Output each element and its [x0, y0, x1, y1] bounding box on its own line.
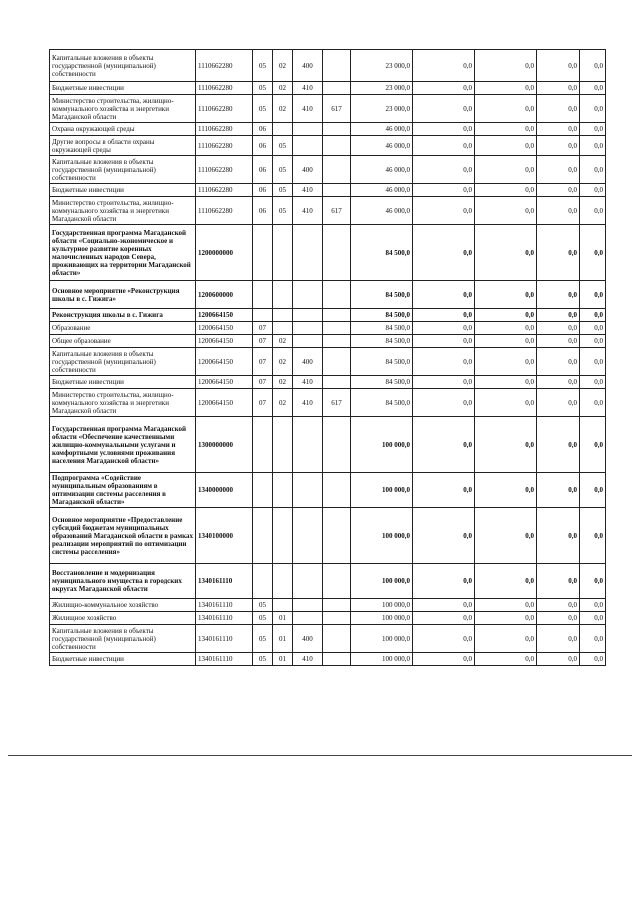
table-row — [50, 82, 606, 95]
row-value-3: 0,0 — [537, 612, 580, 625]
row-expense-type — [293, 309, 323, 322]
row-value-3: 0,0 — [537, 322, 580, 335]
row-name: Общее образование — [50, 335, 196, 348]
row-section: 05 — [253, 612, 273, 625]
row-ministry — [323, 82, 351, 95]
row-expense-type — [293, 322, 323, 335]
row-expense-type: 410 — [293, 376, 323, 389]
row-subsection: 05 — [273, 184, 293, 197]
row-name: Государственная программа Магаданской области «Социально-экономическое и культурное развитие коренных малочисленных народов Севера, проживающих на территории Магаданской области» — [50, 225, 196, 281]
row-code: 1340161110 — [196, 625, 253, 653]
row-value-1: 0,0 — [413, 225, 475, 281]
row-code: 1110662280 — [196, 95, 253, 123]
row-subsection — [273, 508, 293, 564]
row-subsection: 02 — [273, 82, 293, 95]
row-amount: 84 500,0 — [351, 389, 413, 417]
row-ministry — [323, 281, 351, 309]
row-ministry — [323, 473, 351, 508]
row-expense-type — [293, 225, 323, 281]
row-subsection — [273, 417, 293, 473]
row-value-4: 0,0 — [580, 156, 606, 184]
row-value-2: 0,0 — [475, 184, 537, 197]
row-value-2: 0,0 — [475, 322, 537, 335]
row-name: Государственная программа Магаданской области «Обеспечение качественными жилищно-коммунальными услугами и комфортными условиями проживания населения Магаданской области» — [50, 417, 196, 473]
row-ministry — [323, 653, 351, 666]
row-value-3: 0,0 — [537, 599, 580, 612]
row-section: 06 — [253, 197, 273, 225]
row-name: Бюджетные инвестиции — [50, 184, 196, 197]
row-value-1: 0,0 — [413, 653, 475, 666]
row-value-4: 0,0 — [580, 322, 606, 335]
row-subsection: 02 — [273, 389, 293, 417]
table-row — [50, 625, 606, 653]
row-expense-type: 410 — [293, 95, 323, 123]
row-ministry: 617 — [323, 389, 351, 417]
row-expense-type: 410 — [293, 197, 323, 225]
row-ministry — [323, 348, 351, 376]
row-ministry — [323, 50, 351, 82]
row-expense-type — [293, 335, 323, 348]
row-code: 1340161110 — [196, 653, 253, 666]
row-expense-type: 410 — [293, 82, 323, 95]
row-section: 06 — [253, 123, 273, 136]
row-amount: 100 000,0 — [351, 625, 413, 653]
row-value-2: 0,0 — [475, 95, 537, 123]
row-subsection — [273, 564, 293, 599]
table-row — [50, 95, 606, 123]
row-value-2: 0,0 — [475, 653, 537, 666]
row-code: 1110662280 — [196, 50, 253, 82]
row-amount: 100 000,0 — [351, 417, 413, 473]
row-value-3: 0,0 — [537, 335, 580, 348]
table-row — [50, 225, 606, 281]
table-row — [50, 335, 606, 348]
row-expense-type — [293, 599, 323, 612]
row-subsection — [273, 309, 293, 322]
row-amount: 46 000,0 — [351, 184, 413, 197]
row-subsection: 02 — [273, 95, 293, 123]
row-value-1: 0,0 — [413, 281, 475, 309]
row-section — [253, 564, 273, 599]
row-ministry — [323, 309, 351, 322]
row-amount: 84 500,0 — [351, 281, 413, 309]
row-expense-type: 400 — [293, 50, 323, 82]
row-code: 1200664150 — [196, 335, 253, 348]
row-subsection: 05 — [273, 156, 293, 184]
row-code: 1340100000 — [196, 508, 253, 564]
row-value-2: 0,0 — [475, 612, 537, 625]
row-value-4: 0,0 — [580, 473, 606, 508]
row-value-4: 0,0 — [580, 625, 606, 653]
row-value-2: 0,0 — [475, 123, 537, 136]
budget-table — [49, 49, 606, 666]
row-value-1: 0,0 — [413, 599, 475, 612]
row-expense-type — [293, 564, 323, 599]
row-expense-type — [293, 612, 323, 625]
row-value-2: 0,0 — [475, 82, 537, 95]
row-value-3: 0,0 — [537, 309, 580, 322]
row-value-2: 0,0 — [475, 508, 537, 564]
row-value-1: 0,0 — [413, 95, 475, 123]
row-subsection: 02 — [273, 348, 293, 376]
row-ministry — [323, 136, 351, 156]
row-expense-type — [293, 123, 323, 136]
row-name: Министерство строительства, жилищно-коммунального хозяйства и энергетики Магаданской области — [50, 197, 196, 225]
row-amount: 46 000,0 — [351, 197, 413, 225]
row-code: 1200664150 — [196, 348, 253, 376]
row-ministry — [323, 599, 351, 612]
row-amount: 84 500,0 — [351, 376, 413, 389]
row-amount: 23 000,0 — [351, 82, 413, 95]
row-code: 1110662280 — [196, 156, 253, 184]
row-section: 07 — [253, 322, 273, 335]
table-row — [50, 156, 606, 184]
row-value-2: 0,0 — [475, 473, 537, 508]
row-expense-type — [293, 136, 323, 156]
row-ministry — [323, 123, 351, 136]
row-value-4: 0,0 — [580, 50, 606, 82]
row-code: 1200000000 — [196, 225, 253, 281]
row-code: 1340161110 — [196, 564, 253, 599]
row-value-1: 0,0 — [413, 156, 475, 184]
row-expense-type — [293, 473, 323, 508]
row-section: 07 — [253, 376, 273, 389]
row-subsection: 05 — [273, 197, 293, 225]
row-value-2: 0,0 — [475, 156, 537, 184]
row-value-2: 0,0 — [475, 599, 537, 612]
row-expense-type — [293, 508, 323, 564]
row-subsection: 05 — [273, 136, 293, 156]
row-value-1: 0,0 — [413, 335, 475, 348]
row-name: Бюджетные инвестиции — [50, 376, 196, 389]
row-name: Бюджетные инвестиции — [50, 653, 196, 666]
row-value-2: 0,0 — [475, 50, 537, 82]
row-section — [253, 473, 273, 508]
table-row — [50, 281, 606, 309]
row-name: Министерство строительства, жилищно-коммунального хозяйства и энергетики Магаданской области — [50, 389, 196, 417]
table-row — [50, 136, 606, 156]
table-row — [50, 197, 606, 225]
row-value-4: 0,0 — [580, 123, 606, 136]
row-expense-type: 400 — [293, 625, 323, 653]
table-row — [50, 564, 606, 599]
row-ministry — [323, 417, 351, 473]
row-section: 06 — [253, 184, 273, 197]
row-value-4: 0,0 — [580, 417, 606, 473]
row-value-4: 0,0 — [580, 653, 606, 666]
row-code: 1110662280 — [196, 123, 253, 136]
row-section: 05 — [253, 50, 273, 82]
row-amount: 84 500,0 — [351, 322, 413, 335]
row-value-3: 0,0 — [537, 473, 580, 508]
row-section: 05 — [253, 82, 273, 95]
table-row — [50, 508, 606, 564]
row-name: Капитальные вложения в объекты государственной (муниципальной) собственности — [50, 625, 196, 653]
table-row — [50, 599, 606, 612]
row-amount: 46 000,0 — [351, 136, 413, 156]
row-value-2: 0,0 — [475, 564, 537, 599]
row-value-3: 0,0 — [537, 95, 580, 123]
row-ministry — [323, 564, 351, 599]
table-row — [50, 322, 606, 335]
row-subsection — [273, 281, 293, 309]
row-name: Капитальные вложения в объекты государственной (муниципальной) собственности — [50, 50, 196, 82]
row-ministry — [323, 156, 351, 184]
row-value-4: 0,0 — [580, 82, 606, 95]
row-value-4: 0,0 — [580, 612, 606, 625]
row-value-4: 0,0 — [580, 335, 606, 348]
row-section: 05 — [253, 599, 273, 612]
row-value-2: 0,0 — [475, 417, 537, 473]
row-value-4: 0,0 — [580, 136, 606, 156]
row-value-3: 0,0 — [537, 197, 580, 225]
row-code: 1110662280 — [196, 82, 253, 95]
row-value-2: 0,0 — [475, 309, 537, 322]
row-name: Подпрограмма «Содействие муниципальным образованиям в оптимизации системы расселения в Магаданской области» — [50, 473, 196, 508]
table-row — [50, 50, 606, 82]
row-ministry: 617 — [323, 197, 351, 225]
table-row — [50, 123, 606, 136]
row-section: 07 — [253, 389, 273, 417]
row-value-4: 0,0 — [580, 184, 606, 197]
row-value-4: 0,0 — [580, 309, 606, 322]
row-name: Капитальные вложения в объекты государственной (муниципальной) собственности — [50, 348, 196, 376]
row-section: 07 — [253, 348, 273, 376]
row-ministry — [323, 508, 351, 564]
page-divider — [8, 755, 632, 756]
row-value-1: 0,0 — [413, 82, 475, 95]
row-subsection: 01 — [273, 653, 293, 666]
row-subsection — [273, 225, 293, 281]
row-subsection: 02 — [273, 376, 293, 389]
table-row — [50, 348, 606, 376]
row-name: Бюджетные инвестиции — [50, 82, 196, 95]
row-value-2: 0,0 — [475, 389, 537, 417]
row-value-1: 0,0 — [413, 417, 475, 473]
row-amount: 84 500,0 — [351, 225, 413, 281]
row-value-3: 0,0 — [537, 653, 580, 666]
row-amount: 84 500,0 — [351, 348, 413, 376]
row-value-2: 0,0 — [475, 335, 537, 348]
row-value-4: 0,0 — [580, 95, 606, 123]
table-body — [50, 50, 606, 666]
row-subsection: 01 — [273, 612, 293, 625]
row-expense-type: 410 — [293, 389, 323, 417]
row-name: Охрана окружающей среды — [50, 123, 196, 136]
row-value-3: 0,0 — [537, 184, 580, 197]
table-row — [50, 389, 606, 417]
row-section: 05 — [253, 625, 273, 653]
row-code: 1200664150 — [196, 309, 253, 322]
row-value-3: 0,0 — [537, 376, 580, 389]
row-ministry — [323, 225, 351, 281]
row-value-1: 0,0 — [413, 508, 475, 564]
row-value-1: 0,0 — [413, 473, 475, 508]
row-value-1: 0,0 — [413, 136, 475, 156]
row-value-3: 0,0 — [537, 508, 580, 564]
row-value-1: 0,0 — [413, 389, 475, 417]
row-section — [253, 309, 273, 322]
row-amount: 100 000,0 — [351, 508, 413, 564]
row-section — [253, 225, 273, 281]
row-section: 05 — [253, 653, 273, 666]
row-amount: 46 000,0 — [351, 156, 413, 184]
row-section: 06 — [253, 136, 273, 156]
row-code: 1200664150 — [196, 376, 253, 389]
row-subsection: 02 — [273, 50, 293, 82]
row-ministry — [323, 376, 351, 389]
row-amount: 84 500,0 — [351, 335, 413, 348]
table-row — [50, 612, 606, 625]
row-ministry — [323, 335, 351, 348]
row-section: 05 — [253, 95, 273, 123]
row-amount: 100 000,0 — [351, 653, 413, 666]
table-row — [50, 417, 606, 473]
row-value-3: 0,0 — [537, 389, 580, 417]
table-row — [50, 653, 606, 666]
row-amount: 23 000,0 — [351, 95, 413, 123]
row-section: 06 — [253, 156, 273, 184]
row-expense-type: 410 — [293, 653, 323, 666]
row-section — [253, 417, 273, 473]
table-row — [50, 184, 606, 197]
row-value-2: 0,0 — [475, 225, 537, 281]
row-name: Другие вопросы в области охраны окружающей среды — [50, 136, 196, 156]
row-value-4: 0,0 — [580, 225, 606, 281]
row-name: Образование — [50, 322, 196, 335]
row-amount: 100 000,0 — [351, 473, 413, 508]
row-value-4: 0,0 — [580, 508, 606, 564]
table-row — [50, 309, 606, 322]
row-section: 07 — [253, 335, 273, 348]
row-section — [253, 508, 273, 564]
row-value-1: 0,0 — [413, 50, 475, 82]
row-value-1: 0,0 — [413, 612, 475, 625]
row-subsection: 01 — [273, 625, 293, 653]
row-value-3: 0,0 — [537, 225, 580, 281]
row-ministry — [323, 625, 351, 653]
row-value-1: 0,0 — [413, 376, 475, 389]
table-row — [50, 376, 606, 389]
row-ministry — [323, 184, 351, 197]
row-ministry: 617 — [323, 95, 351, 123]
row-value-3: 0,0 — [537, 82, 580, 95]
row-value-3: 0,0 — [537, 564, 580, 599]
row-value-4: 0,0 — [580, 599, 606, 612]
row-value-3: 0,0 — [537, 123, 580, 136]
row-value-2: 0,0 — [475, 197, 537, 225]
row-subsection — [273, 322, 293, 335]
row-section — [253, 281, 273, 309]
table-row — [50, 473, 606, 508]
row-amount: 100 000,0 — [351, 599, 413, 612]
row-value-3: 0,0 — [537, 348, 580, 376]
row-subsection: 02 — [273, 335, 293, 348]
row-value-1: 0,0 — [413, 564, 475, 599]
row-value-2: 0,0 — [475, 376, 537, 389]
row-value-2: 0,0 — [475, 348, 537, 376]
row-value-3: 0,0 — [537, 625, 580, 653]
row-expense-type — [293, 417, 323, 473]
row-code: 1300000000 — [196, 417, 253, 473]
row-name: Жилищно-коммунальное хозяйство — [50, 599, 196, 612]
row-subsection — [273, 123, 293, 136]
row-name: Основное мероприятие «Реконструкция школы в с. Гижига» — [50, 281, 196, 309]
row-code: 1200600000 — [196, 281, 253, 309]
row-value-3: 0,0 — [537, 136, 580, 156]
row-value-4: 0,0 — [580, 376, 606, 389]
row-value-1: 0,0 — [413, 625, 475, 653]
row-value-4: 0,0 — [580, 564, 606, 599]
row-amount: 84 500,0 — [351, 309, 413, 322]
row-code: 1110662280 — [196, 184, 253, 197]
row-value-3: 0,0 — [537, 156, 580, 184]
row-name: Реконструкция школы в с. Гижига — [50, 309, 196, 322]
row-code: 1200664150 — [196, 322, 253, 335]
row-value-4: 0,0 — [580, 348, 606, 376]
row-value-3: 0,0 — [537, 281, 580, 309]
row-code: 1340000000 — [196, 473, 253, 508]
row-code: 1110662280 — [196, 197, 253, 225]
row-value-4: 0,0 — [580, 389, 606, 417]
row-code: 1200664150 — [196, 389, 253, 417]
row-subsection — [273, 599, 293, 612]
row-value-3: 0,0 — [537, 50, 580, 82]
row-name: Основное мероприятие «Предоставление субсидий бюджетам муниципальных образований Магаданской области в рамках реализации мероприятий по оптимизации системы расселения» — [50, 508, 196, 564]
row-amount: 46 000,0 — [351, 123, 413, 136]
row-code: 1110662280 — [196, 136, 253, 156]
row-value-1: 0,0 — [413, 322, 475, 335]
row-value-1: 0,0 — [413, 309, 475, 322]
row-expense-type: 400 — [293, 156, 323, 184]
row-name: Министерство строительства, жилищно-коммунального хозяйства и энергетики Магаданской области — [50, 95, 196, 123]
row-code: 1340161110 — [196, 612, 253, 625]
row-name: Жилищное хозяйство — [50, 612, 196, 625]
row-value-1: 0,0 — [413, 197, 475, 225]
row-value-1: 0,0 — [413, 123, 475, 136]
row-value-1: 0,0 — [413, 184, 475, 197]
row-amount: 100 000,0 — [351, 612, 413, 625]
row-value-3: 0,0 — [537, 417, 580, 473]
row-value-2: 0,0 — [475, 625, 537, 653]
row-value-2: 0,0 — [475, 281, 537, 309]
row-value-4: 0,0 — [580, 281, 606, 309]
row-ministry — [323, 612, 351, 625]
row-expense-type: 410 — [293, 184, 323, 197]
row-value-2: 0,0 — [475, 136, 537, 156]
row-name: Капитальные вложения в объекты государственной (муниципальной) собственности — [50, 156, 196, 184]
row-name: Восстановление и модернизация муниципального имущества в городских округах Магаданской области — [50, 564, 196, 599]
row-expense-type — [293, 281, 323, 309]
row-value-1: 0,0 — [413, 348, 475, 376]
row-code: 1340161110 — [196, 599, 253, 612]
row-amount: 100 000,0 — [351, 564, 413, 599]
row-amount: 23 000,0 — [351, 50, 413, 82]
row-ministry — [323, 322, 351, 335]
row-expense-type: 400 — [293, 348, 323, 376]
row-value-4: 0,0 — [580, 197, 606, 225]
row-subsection — [273, 473, 293, 508]
